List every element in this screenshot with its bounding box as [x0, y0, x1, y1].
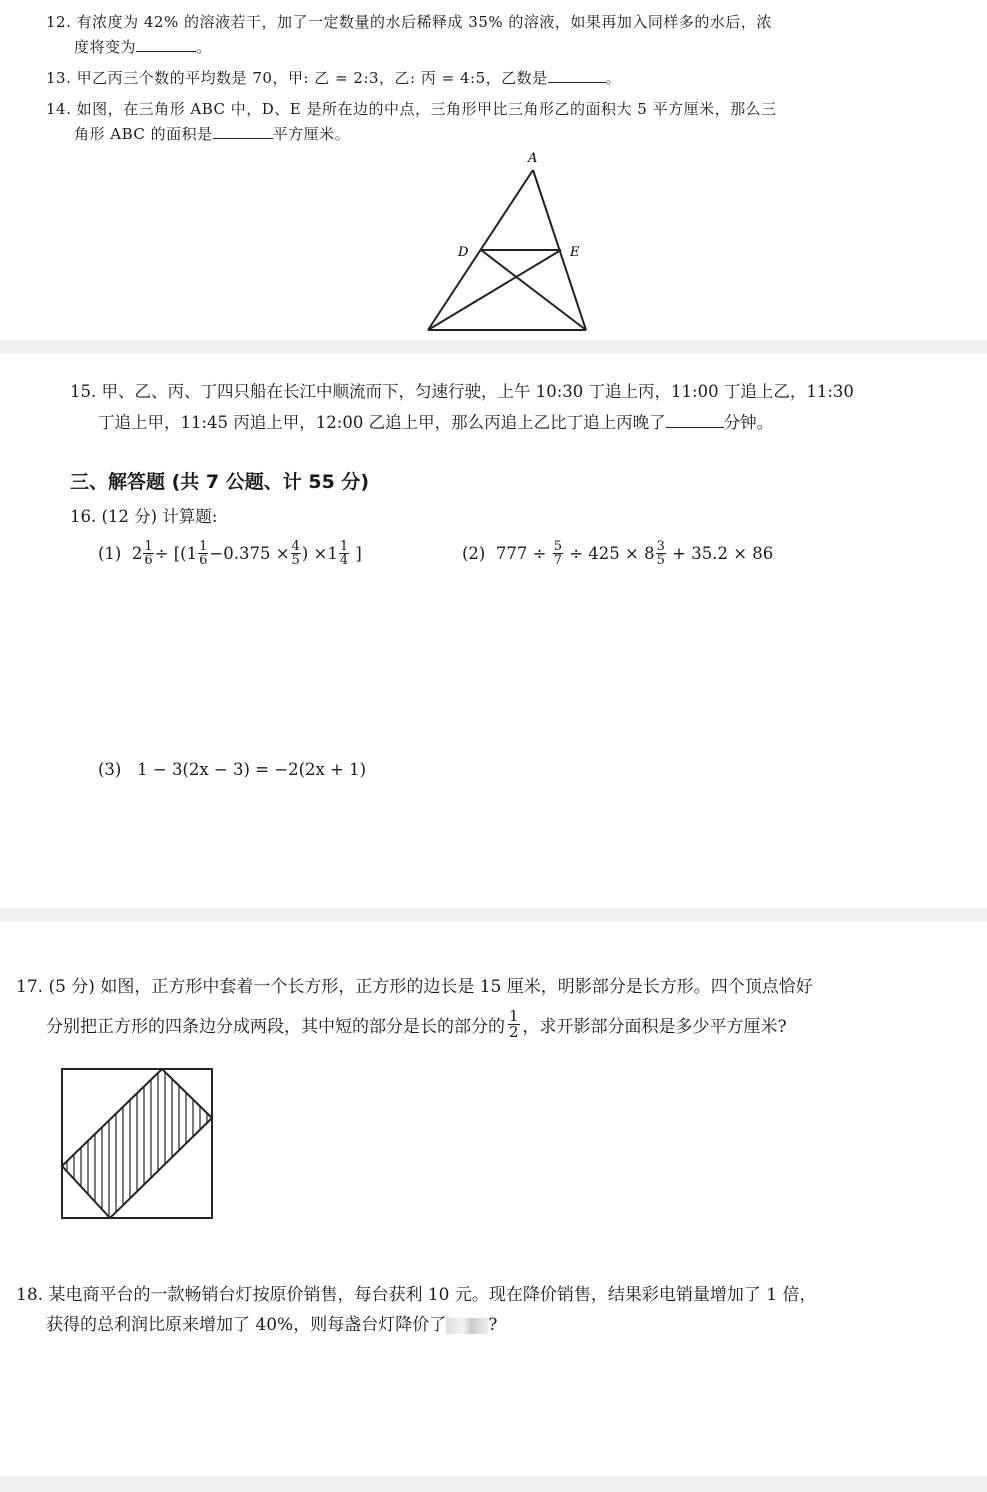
page-separator [0, 908, 987, 921]
mixed-number: 2 $\frac{1}{6}$ [131, 538, 153, 568]
answer-blank [548, 81, 606, 83]
square-rectangle-figure [58, 1066, 218, 1222]
question-13: 13. 甲乙丙三个数的平均数是 70，甲: 乙 = 2:3，乙: 丙 = 4:5，乙数是 。 [46, 69, 622, 87]
question-15-line2: 丁追上甲，11:45 丙追上甲，12:00 乙追上甲，那么丙追上乙比丁追上丙晚了 分钟。 [98, 413, 774, 432]
vertex-label-e: E [570, 245, 580, 260]
fraction: $\frac{3}{5}$ [656, 538, 665, 568]
vertex-label-a: A [528, 151, 538, 166]
question-16-header: 16. (12 分) 计算题: [70, 507, 218, 526]
question-14-line2: 角形 ABC 的面积是 平方厘米。 [74, 125, 351, 143]
fraction: $\frac{4}{5}$ [291, 538, 300, 568]
mixed-number: 1 $\frac{1}{6}$ [186, 538, 208, 568]
question-17-line2: 分别把正方形的四条边分成两段，其中短的部分是长的部分的 $\frac{1}{2}$ ，求开影部分面积是多少平方厘米? [46, 1006, 787, 1041]
section-title: 三、解答题 (共 7 公题、计 55 分) [70, 471, 370, 493]
obscured-text [446, 1318, 488, 1334]
question-14-line1: 14. 如图，在三角形 ABC 中，D、E 是所在边的中点，三角形甲比三角形乙的面积大 5 平方厘米，那么三 [46, 100, 777, 118]
question-18-line2: 获得的总利润比原来增加了 40%，则每盏台灯降价了 ? [46, 1315, 498, 1335]
page-separator [0, 1476, 987, 1492]
vertex-label-d: D [458, 245, 469, 260]
triangle-abc-figure [418, 148, 608, 340]
question-12-line1: 12. 有浓度为 42% 的溶液若干，加了一定数量的水后稀释成 35% 的溶液，如果再加入同样多的水后，浓 [46, 13, 772, 31]
fraction: $\frac{5}{7}$ [553, 538, 562, 568]
question-12-text: 度将变为 [74, 38, 137, 56]
question-16-part3: (3) 1 − 3(2x − 3) = −2(2x + 1) [98, 760, 367, 779]
question-15-line1: 15. 甲、乙、丙、丁四只船在长江中顺流而下，匀速行驶，上午 10:30 丁追上丙，11:00 丁追上乙，11:30 [70, 382, 854, 401]
fraction: $\frac{1}{2}$ [509, 1006, 519, 1041]
mixed-number: 1 $\frac{1}{4}$ [327, 538, 349, 568]
answer-blank [213, 137, 273, 139]
question-17-line1: 17. (5 分) 如图，正方形中套着一个长方形，正方形的边长是 15 厘米，明影部分是长方形。四个顶点恰好 [16, 977, 813, 997]
question-12-line2: 度将变为 。 [74, 38, 212, 56]
answer-blank [136, 50, 196, 52]
question-18-line1: 18. 某电商平台的一款畅销台灯按原价销售，每台获利 10 元。现在降价销售，结果彩电销量增加了 1 倍， [16, 1285, 817, 1305]
page-separator [0, 340, 987, 353]
question-16-part1: (1) 2 $\frac{1}{6}$ ÷ [( 1 $\frac{1}{6}$ −0.375 × $\frac{4}{5}$ ) × 1 $\frac{1}{4}$ ] [98, 538, 362, 568]
question-16-part2: (2) 777 ÷ $\frac{5}{7}$ ÷ 425 × 8 $\frac{3}{5}$ + 35.2 × 86 [462, 538, 774, 568]
answer-blank [666, 426, 724, 428]
